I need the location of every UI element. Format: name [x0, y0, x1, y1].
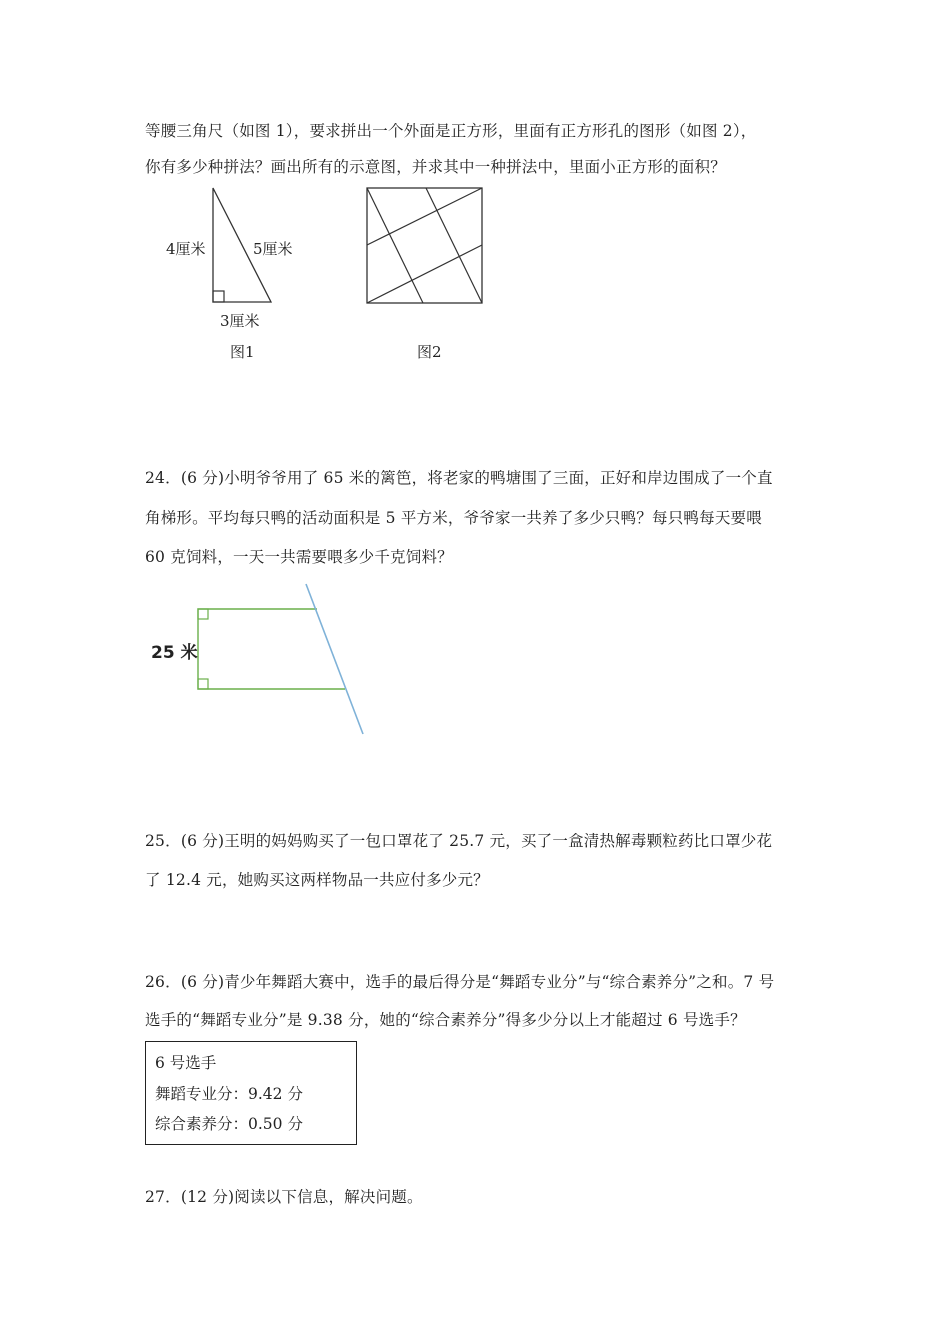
q24-height-label: 25 米	[151, 643, 198, 663]
q26-text-line-2: 选手的“舞蹈专业分”是 9.38 分，她的“综合素养分”得多少分以上才能超过 6 号选手？	[145, 1011, 746, 1029]
fig2-square	[366, 187, 484, 305]
q26-info-box	[145, 1041, 357, 1145]
q26-box-row-1: 舞蹈专业分：9.42 分	[155, 1085, 303, 1103]
fig1-caption: 图1	[230, 343, 255, 361]
q23-text-line-1: 等腰三角尺（如图 1），要求拼出一个外面是正方形，里面有正方形孔的图形（如图 2），	[145, 122, 757, 140]
q26-text-line-1: 26．(6 分)青少年舞蹈大赛中，选手的最后得分是“舞蹈专业分”与“综合素养分”之和。7 号	[145, 973, 775, 991]
q25-text-line-2: 了 12.4 元，她购买这两样物品一共应付多少元？	[145, 871, 489, 889]
fig2-caption: 图2	[417, 343, 442, 361]
fig1-left-label: 4厘米	[166, 240, 206, 258]
q25-text-line-1: 25．(6 分)王明的妈妈购买了一包口罩花了 25.7 元，买了一盒清热解毒颗粒药比口罩少花	[145, 832, 773, 850]
q24-trapezoid-figure	[190, 580, 370, 740]
fig1-bottom-label: 3厘米	[220, 312, 260, 330]
q24-text-line-1: 24．(6 分)小明爷爷用了 65 米的篱笆，将老家的鸭塘围了三面，正好和岸边围成了一个直	[145, 469, 773, 487]
fig1-hyp-label: 5厘米	[253, 240, 293, 258]
q24-text-line-2: 角梯形。平均每只鸭的活动面积是 5 平方米，爷爷家一共养了多少只鸭？每只鸭每天要喂	[145, 509, 762, 527]
q26-box-title: 6 号选手	[155, 1054, 217, 1072]
q23-text-line-2: 你有多少种拼法？画出所有的示意图，并求其中一种拼法中，里面小正方形的面积？	[145, 158, 726, 176]
q27-text-line-1: 27．(12 分)阅读以下信息，解决问题。	[145, 1188, 423, 1206]
q24-text-line-3: 60 克饲料，一天一共需要喂多少千克饲料？	[145, 548, 453, 566]
q26-box-row-2: 综合素养分：0.50 分	[155, 1115, 303, 1133]
